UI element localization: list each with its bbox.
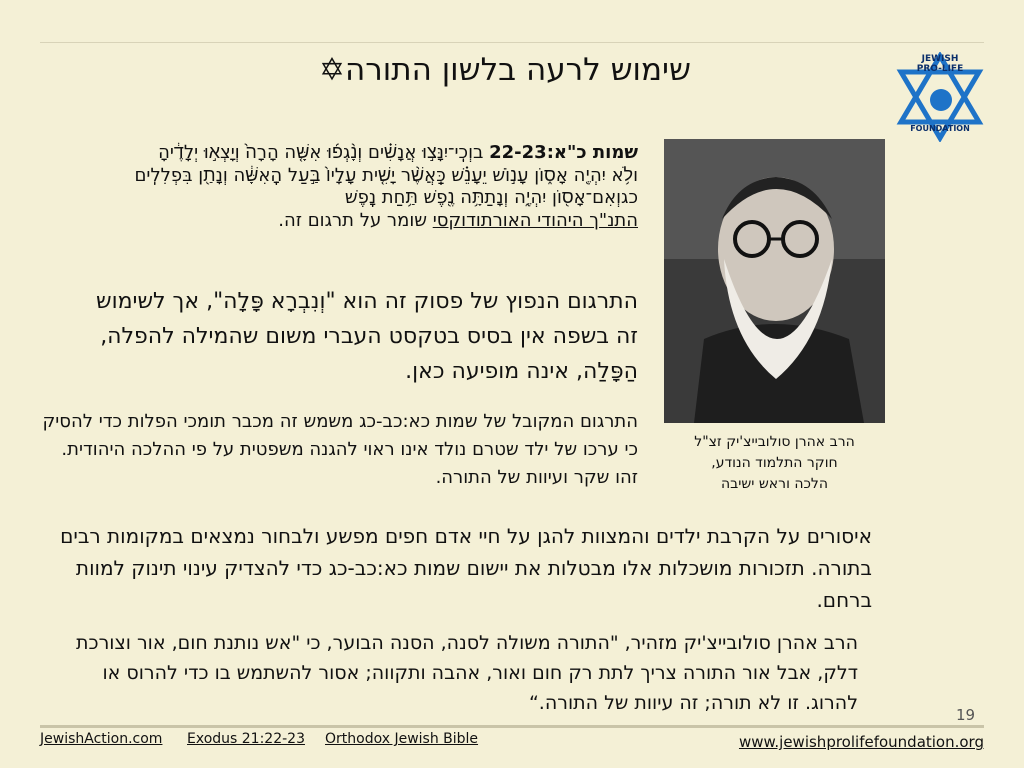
verse-line-3: כגוְאִם־אָס֖וֹן יִהְיֶ֑ה וְנָתַתָּ֥ה נֶ֖פֶשׁ תַּ֥חַת נָֽפֶשׁ: [344, 187, 638, 208]
verse-reference: שמות כ"א:22-23: [489, 142, 638, 163]
bottom-divider: [40, 725, 984, 728]
verse-block: [90, 142, 638, 232]
photo-caption: [664, 432, 885, 495]
caption-line-1: הרב אהרן סולובייצ'יק זצ"ל: [694, 434, 855, 450]
footer-link-exodus[interactable]: Exodus 21:22-23: [187, 731, 305, 747]
page-number: 19: [956, 706, 976, 724]
top-divider: [40, 42, 984, 43]
footer-link-website[interactable]: www.jewishprolifefoundation.org: [738, 733, 984, 751]
verse-line-1: בוְכִֽי־יִנָּצ֣וּ אֲנָשִׁ֗ים וְנָ֨גְפ֜וּ אִשָּׁ֤ה הָרָה֙ וְיָצְא֣וּ יְלָדֶ֔יהָ: [158, 142, 484, 163]
logo-text-3: FOUNDATION: [910, 124, 970, 133]
footer-link-ojb[interactable]: Orthodox Jewish Bible: [325, 731, 479, 747]
rabbi-portrait-photo: [664, 139, 885, 423]
caption-line-2: חוקר התלמוד הנודע,: [711, 455, 838, 471]
star-of-david-icon: ✡: [319, 52, 346, 88]
logo-text-1: JEWISH: [921, 54, 959, 64]
verse-line-2: ולֹ֥א יִהְיֶ֖ה אָס֑וֹן עָנ֣וֹשׁ יֵעָנֵ֗שׁ כַּֽאֲשֶׁ֨ר יָשִׁ֤ית עָלָיו֙ בַּ֣עַל הָֽאִשָּׁ֔ה וְנָתַ֖ן בִּפְלִלִֽים: [134, 164, 638, 186]
caption-line-3: הלכה וראש ישיבה: [721, 476, 828, 492]
page-title: שימוש לרעה בלשון התורה✡: [319, 52, 691, 88]
star-of-david-logo: [895, 52, 985, 142]
logo-text-2: PRO-LIFE: [916, 64, 964, 74]
verse-line-4: שומר על תרגום זה.: [278, 209, 433, 231]
ojb-link[interactable]: התנ"ך היהודי האורתודוקסי: [432, 209, 638, 231]
paragraph-translation: התרגום הנפוץ של פסוק זה הוא "וְנִבְרָא פָּלָה", אך לשימוש זה בשפה אין בסיס בטקסט העברי משום שהמילה להפלה, הַפָּלַה, אינה מופיעה כאן.: [96, 289, 638, 384]
footer-link-jewishaction[interactable]: JewishAction.com: [40, 731, 163, 747]
paragraph-prohibitions: איסורים על הקרבת ילדים והמצוות להגן על חיי אדם חפים מפשע ולבחור נמצאים במקומות רבים בתורה. תזכורות מושכלות אלו מבטלות את יישום שמות כא:כב-כג כדי להצדיק עינוי תינוק למוות ברחם.: [60, 524, 872, 612]
paragraph-misuse: התרגום המקובל של שמות כא:כב-כג משמש זה מכבר תומכי הפלות כדי להסיק כי ערכו של ילד שטרם נולד אינו ראוי להגנה משפטית על פי ההלכה היהודית. זהו שקר ועיוות של התורה.: [42, 411, 638, 488]
paragraph-quote: הרב אהרן סולובייצ'יק מזהיר, "התורה משולה לסנה, הסנה הבוער, כי "אש נותנת חום, אור וצורכת דלק, אבל אור התורה צריך לתת רק חום ואור, אהבה ותקווה; אסור להשתמש בו כדי להרוס או להרוג. זו לא תורה; זה עיוות של התורה.“: [76, 632, 858, 714]
